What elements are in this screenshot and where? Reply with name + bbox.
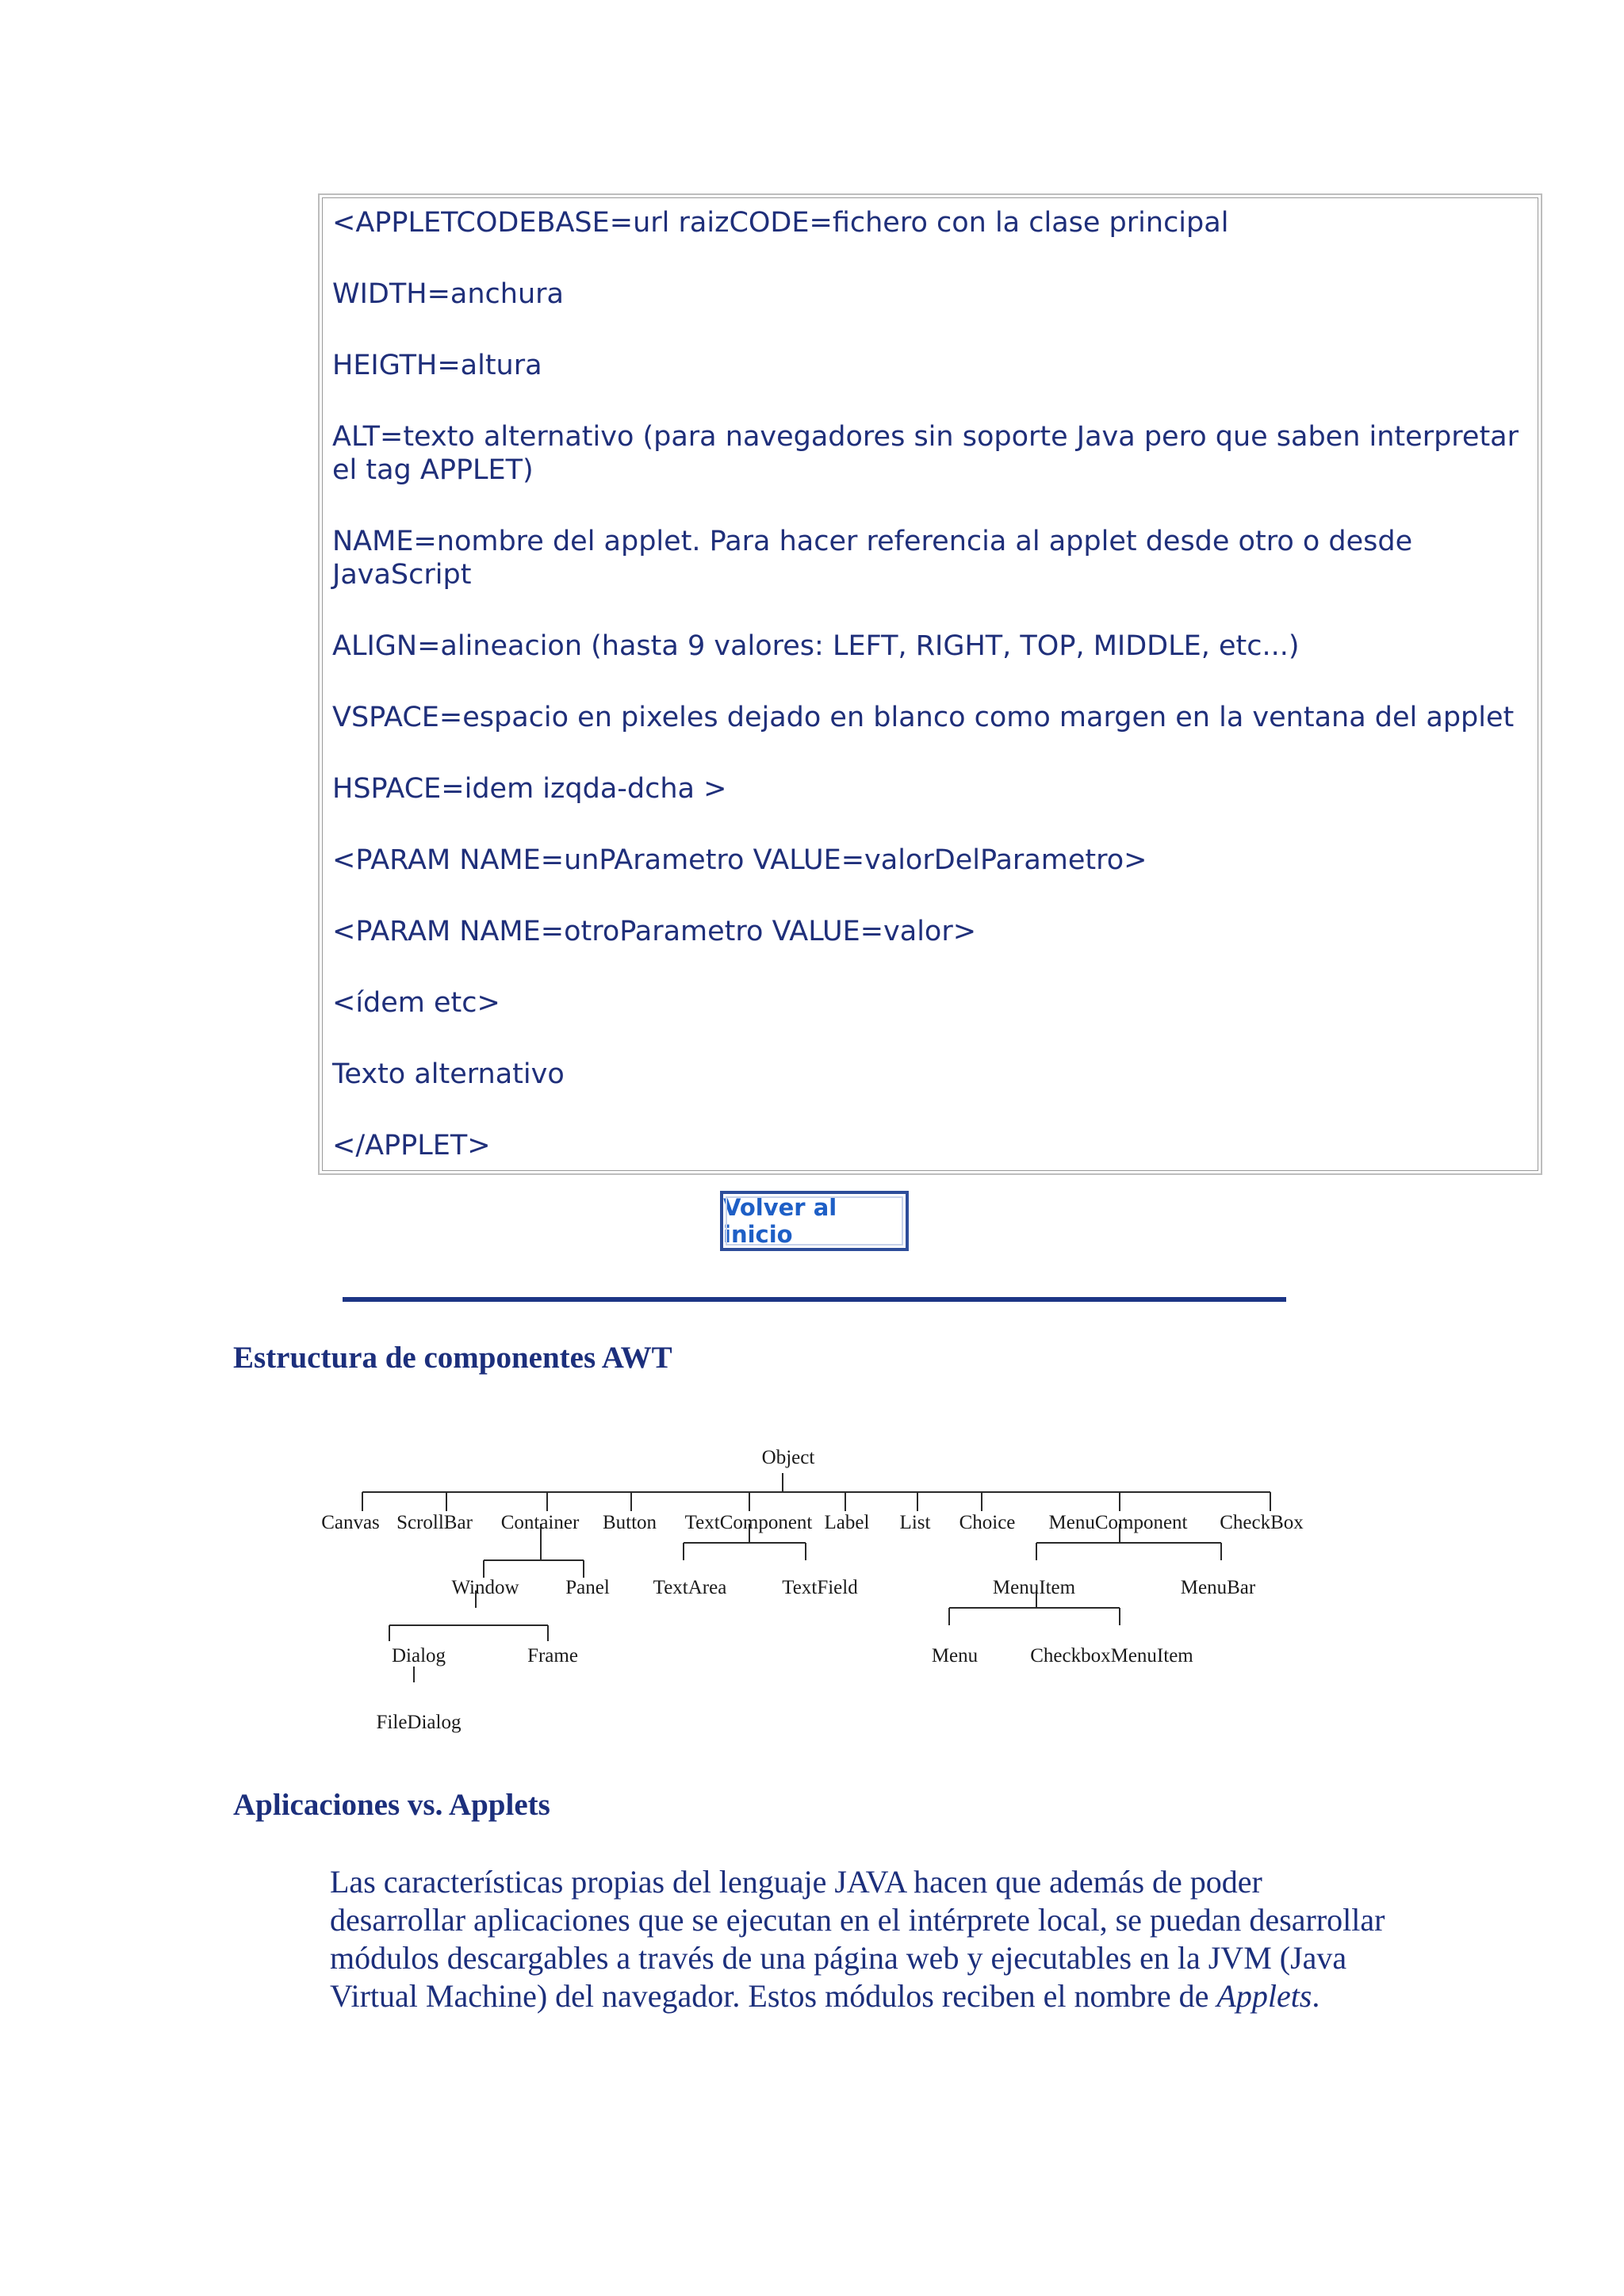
awt-component-tree-diagram <box>317 1435 1308 1744</box>
applet-syntax-line: ALIGN=alineacion (hasta 9 valores: LEFT, RIGHT, TOP, MIDDLE, etc...) <box>332 630 1300 662</box>
tree-node-menuitem: MenuItem <box>992 1577 1076 1598</box>
tree-node-textcomponent: TextComponent <box>684 1512 813 1533</box>
tree-node-menubar: MenuBar <box>1180 1577 1256 1598</box>
tree-node-dialog: Dialog <box>391 1645 446 1667</box>
applet-syntax-line: ALT=texto alternativo (para navegadores sin soporte Java pero que saben interpretar el tag APPLET) <box>332 421 1519 486</box>
applet-syntax-line: Texto alternativo <box>332 1058 565 1090</box>
tree-node-menu: Menu <box>931 1645 979 1667</box>
tree-node-canvas: Canvas <box>321 1512 380 1533</box>
tree-node-menucomponent: MenuComponent <box>1048 1512 1188 1533</box>
applet-syntax-line: <ídem etc> <box>332 987 500 1019</box>
tree-node-label: Label <box>824 1512 870 1533</box>
applet-syntax-line: <PARAM NAME=unPArametro VALUE=valorDelParametro> <box>332 844 1147 876</box>
applet-syntax-line: </APPLET> <box>332 1130 491 1161</box>
applet-syntax-line: WIDTH=anchura <box>332 278 564 310</box>
applet-syntax-line: VSPACE=espacio en pixeles dejado en blanco como margen en la ventana del applet <box>332 702 1515 733</box>
tree-node-filedialog: FileDialog <box>376 1712 462 1733</box>
applet-syntax-line: NAME=nombre del applet. Para hacer referencia al applet desde otro o desde JavaScript <box>332 526 1413 591</box>
tree-node-list: List <box>899 1512 931 1533</box>
tree-node-container: Container <box>500 1512 580 1533</box>
applet-syntax-box <box>318 193 1542 1175</box>
applications-vs-applets-heading: Aplicaciones vs. Applets <box>233 1788 550 1822</box>
awt-section-heading: Estructura de componentes AWT <box>233 1341 672 1375</box>
tree-node-checkbox: CheckBox <box>1220 1512 1304 1533</box>
applet-syntax-line: <APPLETCODEBASE=url raizCODE=fichero con la clase principal <box>332 207 1229 239</box>
tree-node-panel: Panel <box>565 1577 610 1598</box>
tree-node-checkboxmenuitem: CheckboxMenuItem <box>1030 1645 1193 1667</box>
tree-node-textfield: TextField <box>782 1577 858 1598</box>
tree-node-choice: Choice <box>959 1512 1016 1533</box>
back-to-top-button[interactable]: Volver al inicio <box>720 1191 909 1251</box>
tree-node-scrollbar: ScrollBar <box>396 1512 473 1533</box>
applet-syntax-line: HEIGTH=altura <box>332 350 542 381</box>
tree-node-window: Window <box>451 1577 519 1598</box>
tree-node-frame: Frame <box>527 1645 578 1667</box>
paragraph-text: Las características propias del lenguaje JAVA hacen que además de poder desarrollar aplicaciones que se ejecutan en el intérprete local, se puedan desarrollar módulos descargables a través de una página web y ejecutables en la JVM (Java Virtual Machine) del navegador. Estos módulos reciben el nombre de <box>330 1864 1385 2014</box>
paragraph-end: . <box>1312 1978 1320 2014</box>
applets-description-paragraph <box>330 1863 1392 2015</box>
tree-node-textarea: TextArea <box>653 1577 727 1598</box>
applet-syntax-line: <PARAM NAME=otroParametro VALUE=valor> <box>332 916 977 947</box>
tree-node-button: Button <box>602 1512 657 1533</box>
applet-syntax-line: HSPACE=idem izqda-dcha > <box>332 773 727 805</box>
tree-node-object: Object <box>761 1447 815 1468</box>
paragraph-emphasis: Applets <box>1216 1978 1312 2014</box>
horizontal-divider <box>343 1297 1286 1302</box>
